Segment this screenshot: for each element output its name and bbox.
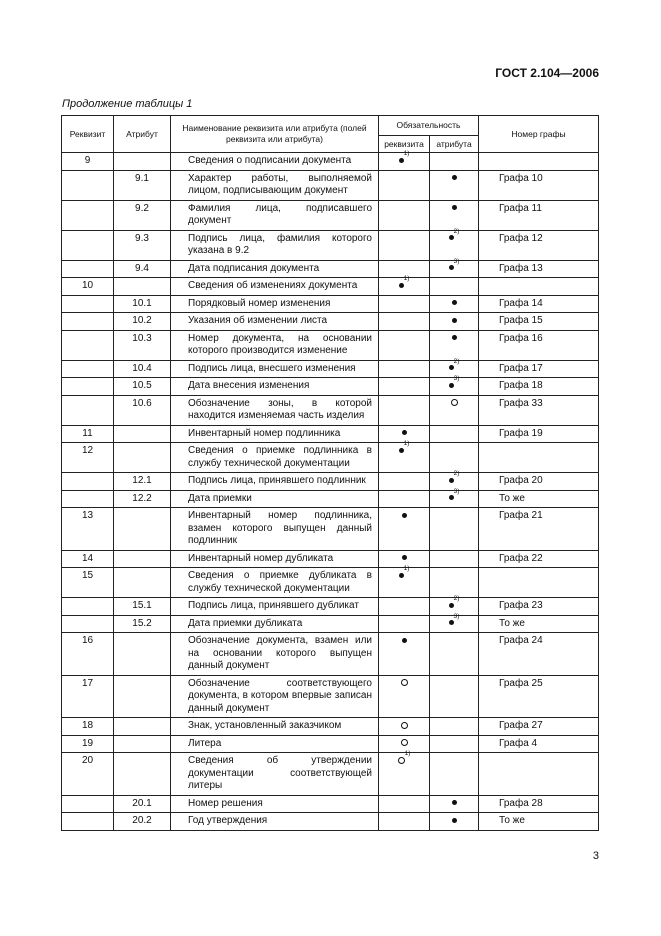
- name-cell: [171, 633, 379, 676]
- rekvizit-cell: 14: [62, 550, 114, 568]
- nomer-grafy-cell: Графа 11: [479, 200, 599, 230]
- rekvizit-cell: [62, 615, 114, 633]
- table-row: [62, 508, 599, 551]
- obyaz-rekvizita-cell: [379, 508, 430, 551]
- table-row: [62, 260, 599, 278]
- obyaz-rekvizita-cell: [379, 330, 430, 360]
- obyaz-atributa-cell: [430, 508, 479, 551]
- obyaz-atributa-cell: [430, 550, 479, 568]
- nomer-grafy-cell: [479, 753, 599, 796]
- table-row: [62, 615, 599, 633]
- table-row: [62, 170, 599, 200]
- atribut-cell: 10.5: [114, 378, 171, 396]
- atribut-cell: [114, 568, 171, 598]
- obyaz-atributa-cell: [430, 753, 479, 796]
- nomer-grafy-cell: Графа 15: [479, 313, 599, 331]
- mandatory-dot-icon: [449, 383, 454, 388]
- obyaz-rekvizita-cell: [379, 565, 430, 598]
- table-row: [62, 295, 599, 313]
- name-text: Сведения об утверждении документации соответствующей литеры: [188, 755, 372, 791]
- atribut-cell: 20.2: [114, 813, 171, 831]
- rekvizit-cell: [62, 473, 114, 491]
- optional-circle-icon: [398, 757, 405, 764]
- obyaz-rekvizita-cell: [379, 473, 430, 491]
- footnote-mark: 3): [453, 487, 460, 495]
- footnote-mark: 3): [453, 375, 460, 382]
- rekvizit-cell: 19: [62, 735, 114, 753]
- mandatory-dot-icon: [452, 800, 457, 805]
- nomer-grafy-cell: Графа 28: [479, 795, 599, 813]
- obyaz-atributa-cell: [430, 375, 479, 396]
- obyaz-atributa-cell: [430, 330, 479, 360]
- nomer-grafy-cell: Графа 14: [479, 295, 599, 313]
- obyaz-rekvizita-cell: [379, 360, 430, 378]
- footnote-mark: 2): [453, 357, 460, 365]
- footnote-mark: 1): [403, 440, 410, 447]
- obyaz-rekvizita-cell: [379, 295, 430, 313]
- footnote-mark: 1): [403, 565, 410, 572]
- mandatory-dot-icon: [449, 265, 454, 270]
- footnote-mark: 3): [453, 612, 460, 620]
- nomer-grafy-cell: Графа 13: [479, 260, 599, 278]
- mandatory-dot-icon: [402, 638, 407, 643]
- nomer-grafy-cell: Графа 4: [479, 735, 599, 753]
- header-obyaz-rekvizita: реквизита: [379, 136, 430, 153]
- atribut-cell: 9.4: [114, 260, 171, 278]
- obyaz-rekvizita-cell: [379, 795, 430, 813]
- nomer-grafy-cell: Графа 17: [479, 360, 599, 378]
- requisites-table: [61, 115, 599, 831]
- nomer-grafy-cell: Графа 18: [479, 378, 599, 396]
- obyaz-atributa-cell: [430, 313, 479, 331]
- name-cell: [171, 278, 379, 296]
- rekvizit-cell: [62, 813, 114, 831]
- rekvizit-cell: 12: [62, 443, 114, 473]
- name-cell: [171, 508, 379, 551]
- header-name: Наименование реквизита или атрибута (полей реквизита или атрибута): [171, 116, 379, 153]
- obyaz-atributa-cell: [430, 278, 479, 296]
- table-row: [62, 675, 599, 718]
- obyaz-atributa-cell: [430, 170, 479, 200]
- name-text: Год утверждения: [188, 815, 268, 826]
- header-atribut: Атрибут: [114, 116, 171, 153]
- atribut-cell: 10.2: [114, 313, 171, 331]
- footnote-mark: 2): [453, 595, 460, 602]
- obyaz-rekvizita-cell: [379, 675, 430, 718]
- obyaz-rekvizita-cell: [379, 440, 430, 473]
- name-text: Подпись лица, принявшего подлинник: [188, 475, 366, 486]
- name-text: Фамилия лица, подписавшего документ: [188, 202, 372, 226]
- optional-circle-icon: [401, 722, 408, 729]
- rekvizit-cell: [62, 200, 114, 230]
- table-row: [62, 200, 599, 230]
- obyaz-rekvizita-cell: [379, 170, 430, 200]
- atribut-cell: 15.1: [114, 598, 171, 616]
- table-row: [62, 378, 599, 396]
- table-row: [62, 598, 599, 616]
- name-text: Характер работы, выполняемой лицом, подписывающим документ: [188, 172, 372, 196]
- atribut-cell: [114, 278, 171, 296]
- nomer-grafy-cell: [479, 278, 599, 296]
- atribut-cell: 12.2: [114, 490, 171, 508]
- mandatory-dot-icon: [452, 318, 457, 323]
- table-row: [62, 153, 599, 171]
- rekvizit-cell: 15: [62, 568, 114, 598]
- rekvizit-cell: [62, 795, 114, 813]
- rekvizit-cell: [62, 598, 114, 616]
- obyaz-rekvizita-cell: [379, 150, 430, 171]
- nomer-grafy-cell: Графа 21: [479, 508, 599, 551]
- rekvizit-cell: [62, 490, 114, 508]
- obyaz-atributa-cell: [430, 443, 479, 473]
- name-text: Порядковый номер изменения: [188, 297, 331, 309]
- obyaz-rekvizita-cell: [379, 490, 430, 508]
- page-number: 3: [592, 850, 599, 862]
- name-text: Подпись лица, принявшего дубликат: [188, 600, 359, 611]
- obyaz-atributa-cell: [430, 735, 479, 753]
- atribut-cell: 10.1: [114, 295, 171, 313]
- atribut-cell: [114, 753, 171, 796]
- optional-circle-icon: [401, 679, 408, 686]
- table-row: [62, 490, 599, 508]
- obyaz-rekvizita-cell: [379, 378, 430, 396]
- rekvizit-cell: [62, 313, 114, 331]
- name-text: Дата внесения изменения: [188, 380, 310, 391]
- name-cell: [171, 550, 379, 568]
- footnote-mark: 2): [453, 227, 460, 235]
- table-row: [62, 633, 599, 676]
- name-cell: [171, 378, 379, 396]
- nomer-grafy-cell: Графа 22: [479, 550, 599, 568]
- name-text: Сведения о приемке подлинника в службу технической документации: [188, 445, 372, 469]
- table-row: [62, 313, 599, 331]
- mandatory-dot-icon: [452, 175, 457, 180]
- atribut-cell: [114, 425, 171, 443]
- nomer-grafy-cell: Графа 20: [479, 473, 599, 491]
- name-cell: [171, 313, 379, 331]
- atribut-cell: 9.3: [114, 230, 171, 260]
- name-text: Инвентарный номер подлинника: [188, 427, 341, 439]
- name-cell: [171, 330, 379, 360]
- atribut-cell: [114, 508, 171, 551]
- name-cell: [171, 425, 379, 443]
- name-text: Инвентарный номер подлинника, взамен которого выпущен данный подлинник: [188, 510, 372, 546]
- table-row: [62, 473, 599, 491]
- obyaz-rekvizita-cell: [379, 750, 430, 796]
- name-cell: [171, 718, 379, 736]
- name-text: Литера: [188, 737, 222, 749]
- name-cell: [171, 295, 379, 313]
- obyaz-rekvizita-cell: [379, 200, 430, 230]
- name-cell: [171, 260, 379, 278]
- name-text: Номер документа, на основании которого производится изменение: [188, 332, 372, 356]
- atribut-cell: 9.2: [114, 200, 171, 230]
- obyaz-rekvizita-cell: [379, 718, 430, 736]
- table-row: [62, 568, 599, 598]
- name-cell: [171, 230, 379, 260]
- name-cell: [171, 753, 379, 796]
- mandatory-dot-icon: [399, 573, 404, 578]
- rekvizit-cell: 11: [62, 425, 114, 443]
- obyaz-atributa-cell: [430, 200, 479, 230]
- name-text: Сведения об изменениях документа: [188, 280, 358, 291]
- obyaz-atributa-cell: [430, 395, 479, 425]
- header-nomer-grafy: Номер графы: [479, 116, 599, 153]
- obyaz-atributa-cell: [430, 612, 479, 633]
- table-continuation-caption: Продолжение таблицы 1: [62, 98, 193, 110]
- obyaz-atributa-cell: [430, 675, 479, 718]
- table-row: [62, 330, 599, 360]
- table-row: [62, 550, 599, 568]
- name-text: Дата подписания документа: [188, 262, 320, 274]
- mandatory-dot-icon: [449, 365, 454, 370]
- rekvizit-cell: 17: [62, 675, 114, 718]
- nomer-grafy-cell: Графа 19: [479, 425, 599, 443]
- mandatory-dot-icon: [399, 283, 404, 288]
- name-text: Обозначение документа, взамен или на основании которого выпущен данный документ: [188, 635, 372, 671]
- name-cell: [171, 473, 379, 491]
- mandatory-dot-icon: [452, 205, 457, 210]
- optional-circle-icon: [401, 739, 408, 746]
- atribut-cell: 10.3: [114, 330, 171, 360]
- atribut-cell: [114, 633, 171, 676]
- obyaz-rekvizita-cell: [379, 735, 430, 753]
- rekvizit-cell: 9: [62, 153, 114, 171]
- optional-circle-icon: [451, 399, 458, 406]
- mandatory-dot-icon: [452, 335, 457, 340]
- obyaz-rekvizita-cell: [379, 615, 430, 633]
- name-text: Обозначение соответствующего документа, в котором впервые записан данный документ: [188, 677, 372, 714]
- table-row: [62, 360, 599, 378]
- nomer-grafy-cell: Графа 33: [479, 395, 599, 425]
- footnote-mark: 1): [404, 750, 411, 757]
- rekvizit-cell: [62, 395, 114, 425]
- obyaz-rekvizita-cell: [379, 813, 430, 831]
- obyaz-atributa-cell: [430, 813, 479, 831]
- rekvizit-cell: [62, 378, 114, 396]
- table-row: [62, 230, 599, 260]
- name-text: Инвентарный номер дубликата: [188, 552, 334, 564]
- obyaz-rekvizita-cell: [379, 633, 430, 676]
- atribut-cell: 10.6: [114, 395, 171, 425]
- rekvizit-cell: [62, 295, 114, 313]
- rekvizit-cell: [62, 360, 114, 378]
- name-cell: [171, 395, 379, 425]
- name-text: Дата приемки: [188, 492, 252, 504]
- footnote-mark: 1): [403, 275, 410, 282]
- table-row: [62, 425, 599, 443]
- nomer-grafy-cell: [479, 153, 599, 171]
- mandatory-dot-icon: [449, 235, 454, 240]
- name-cell: [171, 615, 379, 633]
- table-row: [62, 795, 599, 813]
- table-row: [62, 735, 599, 753]
- nomer-grafy-cell: Графа 16: [479, 330, 599, 360]
- nomer-grafy-cell: Графа 25: [479, 675, 599, 718]
- name-cell: [171, 795, 379, 813]
- atribut-cell: [114, 735, 171, 753]
- table-row: [62, 443, 599, 473]
- table-row: [62, 718, 599, 736]
- name-cell: [171, 443, 379, 473]
- mandatory-dot-icon: [452, 300, 457, 305]
- name-text: Обозначение зоны, в которой находится изменяемая часть изделия: [188, 397, 372, 421]
- nomer-grafy-cell: То же: [479, 813, 599, 831]
- obyaz-atributa-cell: [430, 487, 479, 508]
- obyaz-atributa-cell: [430, 425, 479, 443]
- mandatory-dot-icon: [402, 555, 407, 560]
- mandatory-dot-icon: [402, 430, 407, 435]
- mandatory-dot-icon: [399, 448, 404, 453]
- name-cell: [171, 675, 379, 718]
- atribut-cell: 20.1: [114, 795, 171, 813]
- footnote-mark: 3): [453, 257, 460, 265]
- nomer-grafy-cell: Графа 12: [479, 230, 599, 260]
- nomer-grafy-cell: То же: [479, 490, 599, 508]
- obyaz-atributa-cell: [430, 633, 479, 676]
- obyaz-rekvizita-cell: [379, 230, 430, 260]
- nomer-grafy-cell: То же: [479, 615, 599, 633]
- name-cell: [171, 568, 379, 598]
- atribut-cell: 15.2: [114, 615, 171, 633]
- obyaz-atributa-cell: [430, 257, 479, 278]
- standard-number: ГОСТ 2.104—2006: [495, 66, 599, 80]
- obyaz-rekvizita-cell: [379, 313, 430, 331]
- name-text: Дата приемки дубликата: [188, 617, 303, 629]
- obyaz-atributa-cell: [430, 568, 479, 598]
- rekvizit-cell: 20: [62, 753, 114, 796]
- obyaz-rekvizita-cell: [379, 598, 430, 616]
- nomer-grafy-cell: Графа 10: [479, 170, 599, 200]
- atribut-cell: [114, 718, 171, 736]
- nomer-grafy-cell: Графа 24: [479, 633, 599, 676]
- name-text: Сведения о приемке дубликата в службу технической документации: [188, 570, 372, 594]
- name-cell: [171, 360, 379, 378]
- atribut-cell: 9.1: [114, 170, 171, 200]
- name-text: Сведения о подписании документа: [188, 155, 352, 166]
- mandatory-dot-icon: [399, 158, 404, 163]
- name-text: Подпись лица, внесшего изменения: [188, 362, 356, 374]
- name-text: Номер решения: [188, 797, 263, 809]
- atribut-cell: 12.1: [114, 473, 171, 491]
- obyaz-atributa-cell: [430, 153, 479, 171]
- header-obyazatelnost: Обязательность: [379, 116, 479, 136]
- rekvizit-cell: 16: [62, 633, 114, 676]
- mandatory-dot-icon: [449, 495, 454, 500]
- nomer-grafy-cell: Графа 27: [479, 718, 599, 736]
- obyaz-atributa-cell: [430, 718, 479, 736]
- table-body: [62, 150, 599, 831]
- footnote-mark: 2): [453, 470, 460, 477]
- rekvizit-cell: [62, 330, 114, 360]
- nomer-grafy-cell: [479, 568, 599, 598]
- rekvizit-cell: [62, 230, 114, 260]
- header-obyaz-atributa: атрибута: [430, 136, 479, 153]
- rekvizit-cell: 10: [62, 278, 114, 296]
- obyaz-rekvizita-cell: [379, 395, 430, 425]
- footnote-mark: 1): [403, 150, 410, 157]
- name-cell: [171, 200, 379, 230]
- name-text: Подпись лица, фамилия которого указана в 9.2: [188, 232, 372, 256]
- atribut-cell: [114, 443, 171, 473]
- name-cell: [171, 598, 379, 616]
- rekvizit-cell: 18: [62, 718, 114, 736]
- obyaz-rekvizita-cell: [379, 275, 430, 296]
- name-text: Указания об изменении листа: [188, 315, 328, 326]
- table-row: [62, 813, 599, 831]
- mandatory-dot-icon: [452, 818, 457, 823]
- rekvizit-cell: [62, 260, 114, 278]
- table-row: [62, 753, 599, 796]
- mandatory-dot-icon: [449, 478, 454, 483]
- header-rekvizit: Реквизит: [62, 116, 114, 153]
- atribut-cell: 10.4: [114, 360, 171, 378]
- obyaz-atributa-cell: [430, 227, 479, 260]
- atribut-cell: [114, 550, 171, 568]
- table-row: [62, 278, 599, 296]
- atribut-cell: [114, 675, 171, 718]
- mandatory-dot-icon: [449, 603, 454, 608]
- name-text: Знак, установленный заказчиком: [188, 720, 342, 731]
- atribut-cell: [114, 153, 171, 171]
- rekvizit-cell: 13: [62, 508, 114, 551]
- name-cell: [171, 170, 379, 200]
- rekvizit-cell: [62, 170, 114, 200]
- name-cell: [171, 490, 379, 508]
- name-cell: [171, 813, 379, 831]
- obyaz-atributa-cell: [430, 295, 479, 313]
- nomer-grafy-cell: [479, 443, 599, 473]
- nomer-grafy-cell: Графа 23: [479, 598, 599, 616]
- name-cell: [171, 153, 379, 171]
- mandatory-dot-icon: [402, 513, 407, 518]
- name-cell: [171, 735, 379, 753]
- table-row: [62, 395, 599, 425]
- mandatory-dot-icon: [449, 620, 454, 625]
- obyaz-atributa-cell: [430, 795, 479, 813]
